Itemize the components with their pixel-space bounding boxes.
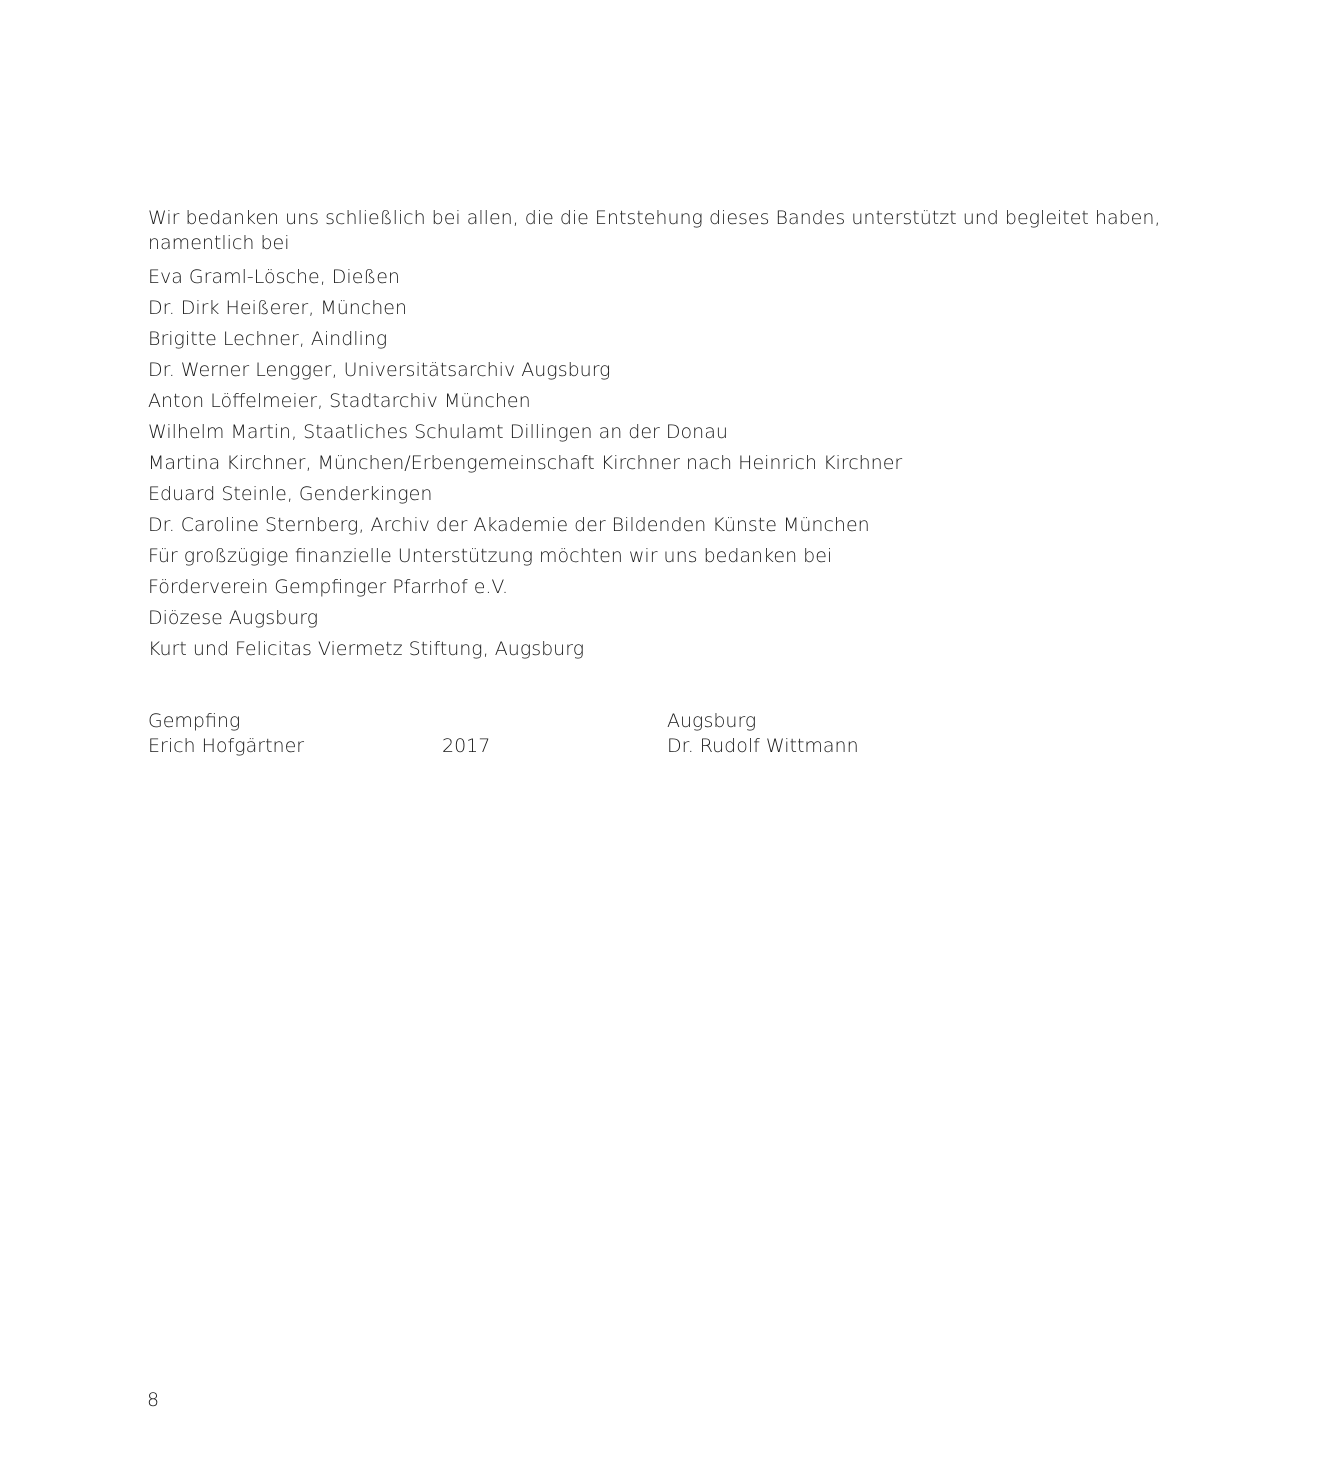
- list-item: Für großzügige finanzielle Unterstützung möchten wir uns bedanken bei: [148, 545, 833, 567]
- list-item: Diözese Augsburg: [148, 607, 319, 629]
- right-signature-place: Augsburg: [667, 710, 757, 732]
- list-item: Wilhelm Martin, Staatliches Schulamt Dillingen an der Donau: [148, 421, 728, 443]
- list-item: Eduard Steinle, Genderkingen: [148, 483, 433, 505]
- right-signature-name: Dr. Rudolf Wittmann: [667, 735, 859, 757]
- list-item: Dr. Dirk Heißerer, München: [148, 297, 408, 319]
- page-number: 8: [147, 1389, 160, 1411]
- signature-year: 2017: [442, 735, 491, 757]
- acknowledgement-list: [148, 262, 1188, 665]
- intro-paragraph: Wir bedanken uns schließlich bei allen, die die Entstehung dieses Bandes unterstützt und begleitet haben, namentlich bei: [148, 207, 1161, 254]
- acknowledgements-text: [148, 206, 1188, 665]
- list-item: Anton Löffelmeier, Stadtarchiv München: [148, 390, 531, 412]
- list-item: Förderverein Gempfinger Pfarrhof e.V.: [148, 576, 509, 598]
- list-item: Brigitte Lechner, Aindling: [148, 328, 388, 350]
- list-item: Dr. Caroline Sternberg, Archiv der Akademie der Bildenden Künste München: [148, 514, 870, 536]
- right-signature: [667, 709, 859, 759]
- left-signature-name: Erich Hofgärtner: [148, 735, 305, 757]
- list-item: Eva Graml-Lösche, Dießen: [148, 266, 400, 288]
- list-item: Dr. Werner Lengger, Universitätsarchiv Augsburg: [148, 359, 611, 381]
- list-item: Kurt und Felicitas Viermetz Stiftung, Augsburg: [148, 638, 585, 660]
- left-signature-place: Gempfing: [148, 710, 241, 732]
- list-item: Martina Kirchner, München/Erbengemeinschaft Kirchner nach Heinrich Kirchner: [148, 452, 903, 474]
- left-signature: [148, 709, 304, 759]
